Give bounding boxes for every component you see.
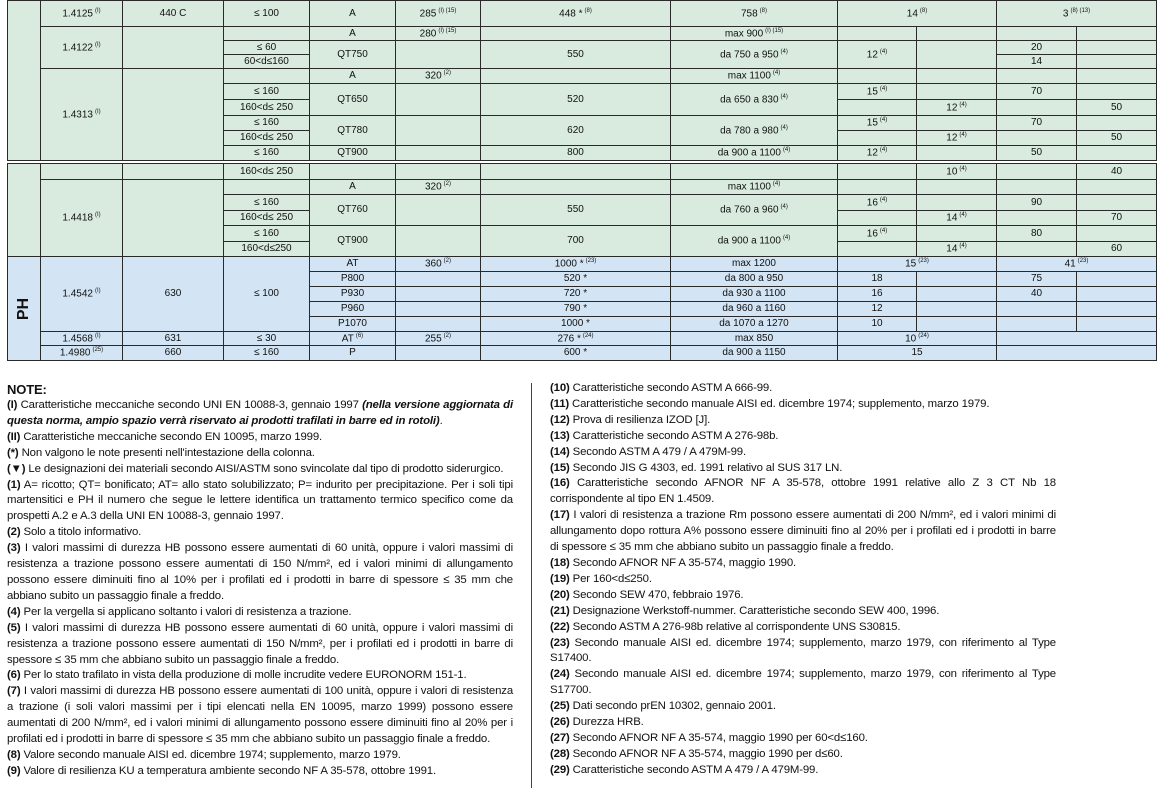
column-divider	[531, 383, 532, 788]
rp-cell: 720 *	[481, 287, 671, 302]
note-item: (23) Secondo manuale AISI ed. dicembre 1974; supplemento, marzo 1979, con riferimento al Type S17400.	[550, 636, 1056, 665]
note-item: (▼) Le designazioni dei materiali secondo AISI/ASTM sono svincolate dal tipo di prodotto siderurgico.	[7, 462, 504, 475]
resilience-cell: 41 $^{(23)}$	[997, 257, 1157, 272]
rp-cell	[481, 27, 671, 41]
rm-cell: da 1070 a 1270	[671, 317, 838, 332]
rp-cell: 448 * $^{(8)}$	[481, 1, 671, 27]
rm-cell: da 760 a 960 $^{(4)}$	[671, 195, 838, 226]
resilience-cell: 90	[997, 195, 1077, 211]
steel-number-cell: 1.4125 $^{(I)}$	[41, 1, 123, 27]
elongation-cell: 16	[838, 287, 917, 302]
note-item: (*) Non valgono le note presenti nell'intestazione della colonna.	[7, 446, 315, 459]
elongation-cell: 12	[838, 302, 917, 317]
diameter-cell: ≤ 160	[224, 116, 310, 131]
rp-cell: 1000 * $^{(23)}$	[481, 257, 671, 272]
note-item: (18) Secondo AFNOR NF A 35-574, maggio 1990.	[550, 556, 797, 569]
mechanical-properties-table-lower	[7, 163, 1157, 361]
resilience-cell: 40	[997, 287, 1077, 302]
rp-cell: 600 *	[481, 346, 671, 361]
aisi-designation-cell	[123, 27, 224, 69]
treatment-cell: P960	[310, 302, 396, 317]
note-item: (17) I valori di resistenza a trazione Rm possono essere aumentati di 200 N/mm², ed i valori minimi di allungamento dopo rottura A% possono essere diminuiti fino al 20% per i profilati ed i prodotti in barre di spessore ≤ 35 mm che abbiano subito un passaggio finale a freddo.	[550, 509, 1056, 554]
elongation-cell: 12 $^{(4)}$	[917, 131, 997, 146]
resilience-cell: 50	[1077, 131, 1157, 146]
hb-cell: 320 $^{(2)}$	[396, 69, 481, 84]
note-item: (26) Durezza HRB.	[550, 716, 644, 729]
resilience-cell: 70	[997, 84, 1077, 100]
table-row	[8, 257, 1157, 272]
steel-number-cell: 1.4313 $^{(I)}$	[41, 69, 123, 161]
rp-cell: 550	[481, 195, 671, 226]
diameter-cell	[224, 27, 310, 41]
elongation-cell: 14 $^{(8)}$	[838, 1, 997, 27]
treatment-cell: QT900	[310, 226, 396, 257]
rm-cell: max 1100 $^{(4)}$	[671, 69, 838, 84]
aisi-designation-cell: 631	[123, 332, 224, 346]
elongation-cell: 15 $^{(23)}$	[838, 257, 997, 272]
note-item: (12) Prova di resilienza IZOD [J].	[550, 413, 711, 426]
elongation-cell: 12 $^{(4)}$	[838, 41, 917, 69]
aisi-designation-cell	[123, 180, 224, 257]
table-row	[8, 180, 1157, 195]
elongation-cell: 12 $^{(4)}$	[917, 100, 997, 116]
rp-cell: 276 * $^{(24)}$	[481, 332, 671, 346]
treatment-cell: AT	[310, 257, 396, 272]
rm-cell: max 850	[671, 332, 838, 346]
note-item: (1) A= ricotto; QT= bonificato; AT= allo stato solubilizzato; P= indurito per precipitazione. Per i soli tipi martensitici e PH il numero che segue le lettere identifica un trattamento termico specifico come da prospetti A.2 e A.3 della UNI EN 10088-3, gennaio 1997.	[7, 478, 513, 523]
diameter-cell: ≤ 100	[224, 257, 310, 332]
rm-cell: da 900 a 1100 $^{(4)}$	[671, 146, 838, 161]
note-item: (13) Caratteristiche secondo ASTM A 276-98b.	[550, 429, 779, 442]
diameter-cell: ≤ 100	[224, 1, 310, 27]
diameter-cell: 160<d≤ 250	[224, 100, 310, 116]
treatment-cell: QT780	[310, 116, 396, 146]
resilience-cell: 70	[1077, 211, 1157, 226]
notes-left-column	[7, 381, 513, 780]
elongation-cell: 10 $^{(24)}$	[838, 332, 997, 346]
diameter-cell: ≤ 160	[224, 195, 310, 211]
diameter-cell: 160<d≤ 250	[224, 164, 310, 180]
note-item: (5) I valori massimi di durezza HB possono essere aumentati di 60 unità, oppure i valori massimi di resistenza a trazione possono essere aumentati di 150 N/mm², per i profilati ed i prodotti in barre di spessore ≤ 35 mm che abbiano subito un passaggio finale a freddo.	[7, 621, 513, 666]
rp-cell: 520 *	[481, 272, 671, 287]
mechanical-properties-table	[7, 0, 1157, 161]
note-item: (6) Per lo stato trafilato in vista della produzione di molle incrudite vedere EURONORM 151-1.	[7, 669, 467, 682]
note-item: (22) Secondo ASTM A 276-98b relative al corrispondente UNS S30815.	[550, 620, 901, 633]
spec-table-continuation	[7, 163, 1123, 361]
note-item: (16) Caratteristiche secondo AFNOR NF A 35-578, ottobre 1991 relative allo Z 3 CT Nb 18 corrispondente al tipo EN 1.4509.	[550, 477, 1056, 506]
steel-number-cell: 1.4568 $^{(I)}$	[41, 332, 123, 346]
hb-cell	[396, 346, 481, 361]
diameter-cell: 160<d≤250	[224, 242, 310, 257]
resilience-cell: 50	[997, 146, 1077, 161]
note-item: (24) Secondo manuale AISI ed. dicembre 1974; supplemento, marzo 1979, con riferimento al Type S17700.	[550, 668, 1056, 697]
rm-cell: da 780 a 980 $^{(4)}$	[671, 116, 838, 146]
hb-cell: 360 $^{(2)}$	[396, 257, 481, 272]
note-item: (8) Valore secondo manuale AISI ed. dicembre 1974; supplemento, marzo 1979.	[7, 748, 401, 761]
rp-cell: 550	[481, 41, 671, 69]
aisi-designation-cell: 440 C	[123, 1, 224, 27]
treatment-cell: AT $^{(6)}$	[310, 332, 396, 346]
group-cell-martensitic	[8, 164, 41, 257]
steel-number-cell: 1.4542 $^{(I)}$	[41, 257, 123, 332]
rm-cell: da 930 a 1100	[671, 287, 838, 302]
resilience-cell: 50	[1077, 100, 1157, 116]
elongation-cell: 16 $^{(4)}$	[838, 195, 917, 211]
aisi-designation-cell: 660	[123, 346, 224, 361]
elongation-cell: 18	[838, 272, 917, 287]
resilience-cell: 75	[997, 272, 1077, 287]
note-item: (25) Dati secondo prEN 10302, gennaio 2001.	[550, 700, 776, 713]
group-label-ph: PH	[8, 257, 41, 361]
diameter-cell: ≤ 160	[224, 84, 310, 100]
elongation-cell: 10 $^{(4)}$	[917, 164, 997, 180]
note-item: (10) Caratteristiche secondo ASTM A 666-99.	[550, 382, 773, 394]
diameter-cell: ≤ 160	[224, 146, 310, 161]
treatment-cell: A	[310, 27, 396, 41]
notes-right-column	[550, 381, 1056, 779]
diameter-cell: 160<d≤ 250	[224, 211, 310, 226]
resilience-cell: 80	[997, 226, 1077, 242]
table-row	[8, 164, 1157, 180]
resilience-cell: 3 $^{(8) (13)}$	[997, 1, 1157, 27]
note-item: (15) Secondo JIS G 4303, ed. 1991 relativo al SUS 317 LN.	[550, 461, 843, 474]
note-item: (7) I valori massimi di durezza HB possono essere aumentati di 100 unità, oppure i valori di resistenza a trazione (i soli valori massimi per i tipi elencati nella EN 10095, marzo 1999) possono essere aumentati di 200 N/mm², ed i valori minimi di allungamento possono essere diminuiti fino al 20% per i profilati ed i prodotti in barre di spessore ≤ 35 mm che abbiano subito un passaggio finale a freddo.	[7, 685, 513, 746]
rp-cell: 1000 *	[481, 317, 671, 332]
rm-cell: max 1200	[671, 257, 838, 272]
treatment-cell: P930	[310, 287, 396, 302]
diameter-cell: ≤ 160	[224, 346, 310, 361]
treatment-cell: QT900	[310, 146, 396, 161]
treatment-cell: A	[310, 69, 396, 84]
rp-cell: 800	[481, 146, 671, 161]
elongation-cell: 10	[838, 317, 917, 332]
note-item: (3) I valori massimi di durezza HB possono essere aumentati di 60 unità, oppure i valori massimi di resistenza a trazione possono essere aumentati di 150 N/mm², ed i valori minimi di allungamento possono essere diminuiti fino al 10% per i profilati ed i prodotti in barre di spessore ≤ 35 mm che abbiano subito un passaggio finale a freddo.	[7, 542, 513, 602]
hb-cell: 280 $^{(I) (15)}$	[396, 27, 481, 41]
hb-cell: 285 $^{(I) (15)}$	[396, 1, 481, 27]
elongation-cell: 16 $^{(4)}$	[838, 226, 917, 242]
note-item: (19) Per 160<d≤250.	[550, 572, 652, 585]
group-cell-martensitic	[8, 1, 41, 161]
steel-number-cell: 1.4980 $^{(25)}$	[41, 346, 123, 361]
note-item: (21) Designazione Werkstoff-nummer. Caratteristiche secondo SEW 400, 1996.	[550, 604, 940, 617]
spec-table-container	[7, 0, 1123, 163]
rm-cell: da 900 a 1150	[671, 346, 838, 361]
steel-number-cell: 1.4418 $^{(I)}$	[41, 180, 123, 257]
aisi-designation-cell	[123, 69, 224, 161]
note-item: (27) Secondo AFNOR NF A 35-574, maggio 1990 per 60<d≤160.	[550, 731, 868, 744]
note-item: (14) Secondo ASTM A 479 / A 479M-99.	[550, 445, 746, 458]
elongation-cell: 14 $^{(4)}$	[917, 242, 997, 257]
treatment-cell: A	[310, 180, 396, 195]
diameter-cell: ≤ 60	[224, 41, 310, 55]
diameter-cell: ≤ 30	[224, 332, 310, 346]
diameter-cell: ≤ 160	[224, 226, 310, 242]
treatment-cell: P	[310, 346, 396, 361]
rp-cell: 700	[481, 226, 671, 257]
note-item: (4) Per la vergella si applicano soltanto i valori di resistenza a trazione.	[7, 605, 352, 618]
resilience-cell: 70	[997, 116, 1077, 131]
elongation-cell: 12 $^{(4)}$	[838, 146, 917, 161]
elongation-cell: 15 $^{(4)}$	[838, 84, 917, 100]
rm-cell: da 960 a 1160	[671, 302, 838, 317]
resilience-cell: 20	[997, 41, 1077, 55]
note-item: (I) Caratteristiche meccaniche secondo UNI EN 10088-3, gennaio 1997 (nella versione aggiornata di questa norma, ampio spazio verrà riservato ai prodotti trafilati in barre ed in rotoli).	[7, 399, 513, 427]
hb-cell: 320 $^{(2)}$	[396, 180, 481, 195]
treatment-cell: P1070	[310, 317, 396, 332]
resilience-cell: 40	[1077, 164, 1157, 180]
treatment-cell: QT650	[310, 84, 396, 116]
rm-cell: 758 $^{(8)}$	[671, 1, 838, 27]
note-item: (2) Solo a titolo informativo.	[7, 526, 142, 539]
hb-cell: 255 $^{(2)}$	[396, 332, 481, 346]
table-row	[8, 332, 1157, 346]
rm-cell: da 650 a 830 $^{(4)}$	[671, 84, 838, 116]
note-item: (20) Secondo SEW 470, febbraio 1976.	[550, 588, 744, 601]
elongation-cell: 15 $^{(4)}$	[838, 116, 917, 131]
treatment-cell: QT760	[310, 195, 396, 226]
treatment-cell: A	[310, 1, 396, 27]
diameter-cell: 160<d≤ 250	[224, 131, 310, 146]
note-item: (II) Caratteristiche meccaniche secondo EN 10095, marzo 1999.	[7, 430, 323, 443]
note-item: (28) Secondo AFNOR NF A 35-574, maggio 1990 per d≤60.	[550, 747, 843, 760]
resilience-cell: 60	[1077, 242, 1157, 257]
treatment-cell: P800	[310, 272, 396, 287]
table-row	[8, 346, 1157, 361]
diameter-cell: 60<d≤160	[224, 55, 310, 69]
rm-cell: max 1100 $^{(4)}$	[671, 180, 838, 195]
table-row	[8, 69, 1157, 84]
note-item: (29) Caratteristiche secondo ASTM A 479 / A 479M-99.	[550, 763, 819, 776]
note-item: (9) Valore di resilienza KU a temperatura ambiente secondo NF A 35-578, ottobre 1991.	[7, 764, 437, 777]
table-row	[8, 1, 1157, 27]
rp-cell: 790 *	[481, 302, 671, 317]
elongation-cell: 15	[838, 346, 997, 361]
rp-cell: 620	[481, 116, 671, 146]
rm-cell: da 750 a 950 $^{(4)}$	[671, 41, 838, 69]
hb-cell	[396, 41, 481, 69]
table-row	[8, 27, 1157, 41]
elongation-cell: 14 $^{(4)}$	[917, 211, 997, 226]
rm-cell: da 900 a 1100 $^{(4)}$	[671, 226, 838, 257]
steel-number-cell: 1.4122 $^{(I)}$	[41, 27, 123, 69]
note-item: (11) Caratteristiche secondo manuale AISI ed. dicembre 1974; supplemento, marzo 1979.	[550, 397, 990, 410]
rp-cell: 520	[481, 84, 671, 116]
treatment-cell: QT750	[310, 41, 396, 69]
rm-cell: da 800 a 950	[671, 272, 838, 287]
notes-title: NOTE:	[7, 382, 47, 397]
aisi-designation-cell: 630	[123, 257, 224, 332]
rm-cell: max 900 $^{(I) (15)}$	[671, 27, 838, 41]
resilience-cell: 14	[997, 55, 1077, 69]
